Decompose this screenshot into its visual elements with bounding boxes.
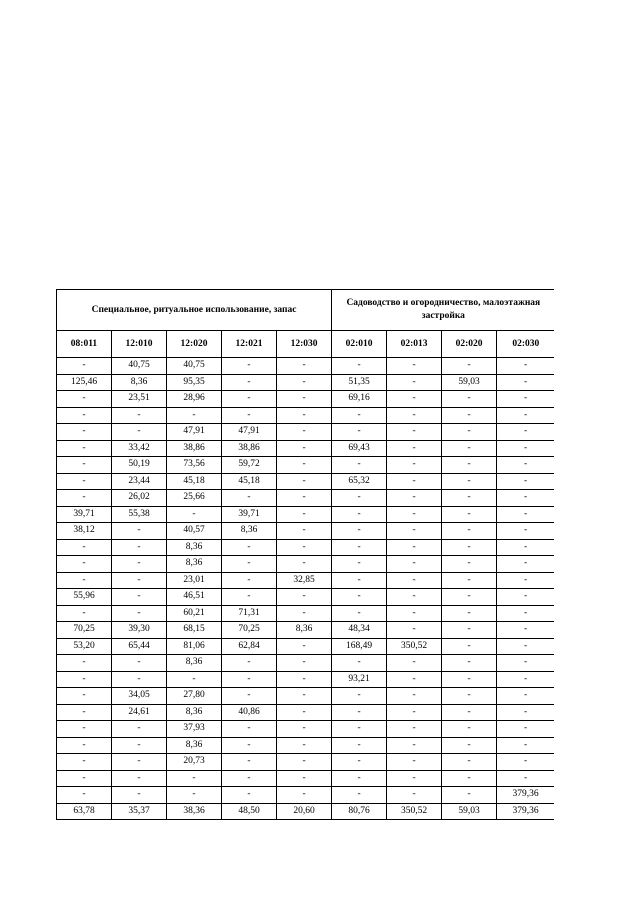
table-cell: 37,93: [167, 721, 222, 738]
table-cell: 70,25: [222, 622, 277, 639]
table-cell: 45,18: [167, 473, 222, 490]
table-cell: -: [387, 490, 442, 507]
table-row: [57, 737, 555, 754]
table-cell: -: [442, 506, 497, 523]
table-row: [57, 490, 555, 507]
table-cell: -: [277, 688, 332, 705]
table-cell: -: [57, 391, 112, 408]
table-cell: 38,36: [167, 803, 222, 820]
table-cell: 95,35: [167, 374, 222, 391]
table-cell: 23,51: [112, 391, 167, 408]
table-row: [57, 407, 555, 424]
table-cell: -: [387, 556, 442, 573]
table-cell: -: [442, 589, 497, 606]
table-cell: -: [497, 572, 554, 589]
table-cell: -: [167, 407, 222, 424]
table-cell: -: [277, 770, 332, 787]
table-cell: -: [497, 671, 554, 688]
table-cell: -: [442, 391, 497, 408]
table-cell: -: [57, 440, 112, 457]
table-cell: 8,36: [222, 523, 277, 540]
table-cell: -: [387, 374, 442, 391]
table-cell: 379,36: [497, 787, 554, 804]
table-cell: -: [222, 572, 277, 589]
table-row: [57, 638, 555, 655]
table-cell: 38,12: [57, 523, 112, 540]
table-row: [57, 523, 555, 540]
table-cell: -: [277, 721, 332, 738]
table-cell: -: [442, 704, 497, 721]
table-cell: 40,75: [112, 358, 167, 375]
table-cell: -: [112, 424, 167, 441]
table-cell: -: [442, 556, 497, 573]
table-cell: 8,36: [277, 622, 332, 639]
table-cell: 62,84: [222, 638, 277, 655]
column-header: 08:011: [57, 331, 112, 358]
table-cell: -: [332, 589, 387, 606]
table-cell: -: [167, 787, 222, 804]
table-cell: 65,44: [112, 638, 167, 655]
table-cell: -: [332, 770, 387, 787]
table-cell: -: [277, 523, 332, 540]
table-cell: -: [497, 391, 554, 408]
table-cell: -: [57, 704, 112, 721]
table-cell: -: [387, 737, 442, 754]
table-cell: 24,61: [112, 704, 167, 721]
table-cell: 23,44: [112, 473, 167, 490]
table-cell: 8,36: [167, 737, 222, 754]
table-cell: -: [442, 737, 497, 754]
table-cell: -: [277, 589, 332, 606]
table-cell: -: [57, 457, 112, 474]
table-cell: 47,91: [222, 424, 277, 441]
table-cell: -: [57, 688, 112, 705]
table-cell: -: [387, 440, 442, 457]
table-cell: 81,06: [167, 638, 222, 655]
table-cell: -: [57, 490, 112, 507]
table-cell: 45,18: [222, 473, 277, 490]
table-cell: -: [277, 506, 332, 523]
table-row: [57, 605, 555, 622]
table-cell: -: [387, 572, 442, 589]
table-row: [57, 391, 555, 408]
table-cell: -: [497, 473, 554, 490]
table-row: [57, 374, 555, 391]
table-cell: -: [387, 473, 442, 490]
table-cell: -: [277, 556, 332, 573]
table-cell: -: [222, 539, 277, 556]
table-cell: 8,36: [167, 539, 222, 556]
table-cell: -: [387, 358, 442, 375]
table-cell: -: [387, 523, 442, 540]
table-cell: -: [57, 572, 112, 589]
table-cell: -: [497, 737, 554, 754]
group-header-gardening: Садоводство и огородничество, малоэтажная застройка: [332, 290, 554, 331]
table-cell: 38,86: [222, 440, 277, 457]
table-cell: -: [332, 787, 387, 804]
table-cell: -: [497, 457, 554, 474]
table-cell: -: [332, 457, 387, 474]
table-cell: -: [277, 787, 332, 804]
table-cell: -: [277, 407, 332, 424]
table-cell: -: [277, 539, 332, 556]
table-cell: -: [442, 473, 497, 490]
table-cell: -: [332, 605, 387, 622]
table-cell: -: [497, 721, 554, 738]
table-cell: -: [277, 655, 332, 672]
table-cell: -: [222, 655, 277, 672]
table-cell: -: [497, 358, 554, 375]
table-row: [57, 688, 555, 705]
table-cell: 27,80: [167, 688, 222, 705]
table-cell: 80,76: [332, 803, 387, 820]
table-cell: -: [332, 572, 387, 589]
table-cell: 65,32: [332, 473, 387, 490]
table-cell: -: [497, 556, 554, 573]
table-cell: -: [277, 391, 332, 408]
table-cell: -: [277, 358, 332, 375]
table-cell: -: [332, 704, 387, 721]
table-cell: -: [442, 754, 497, 771]
table-cell: -: [112, 737, 167, 754]
table-cell: -: [442, 424, 497, 441]
table-cell: -: [442, 523, 497, 540]
table-cell: 55,96: [57, 589, 112, 606]
table-cell: -: [112, 770, 167, 787]
table-cell: -: [277, 671, 332, 688]
table-row: [57, 787, 555, 804]
table-cell: -: [497, 638, 554, 655]
table-cell: 25,66: [167, 490, 222, 507]
table-cell: -: [332, 737, 387, 754]
table-cell: -: [497, 374, 554, 391]
table-cell: -: [332, 407, 387, 424]
table-cell: -: [497, 688, 554, 705]
table-cell: -: [387, 605, 442, 622]
table-cell: 8,36: [112, 374, 167, 391]
table-row: [57, 556, 555, 573]
table-cell: -: [497, 754, 554, 771]
table-cell: -: [57, 655, 112, 672]
table-row: [57, 473, 555, 490]
table-cell: -: [442, 688, 497, 705]
table-cell: -: [222, 721, 277, 738]
table-row: [57, 358, 555, 375]
table-cell: -: [387, 457, 442, 474]
table-row: [57, 424, 555, 441]
table-cell: -: [442, 721, 497, 738]
table-cell: -: [222, 754, 277, 771]
table-cell: -: [112, 556, 167, 573]
table-cell: -: [497, 506, 554, 523]
column-header: 12:020: [167, 331, 222, 358]
table-cell: -: [387, 424, 442, 441]
table-cell: -: [277, 754, 332, 771]
table-cell: -: [387, 391, 442, 408]
table-cell: -: [277, 490, 332, 507]
table-cell: -: [387, 589, 442, 606]
table-cell: -: [442, 539, 497, 556]
column-header: 12:030: [277, 331, 332, 358]
table-cell: 38,86: [167, 440, 222, 457]
table-cell: 69,43: [332, 440, 387, 457]
table-cell: -: [112, 671, 167, 688]
table-cell: 53,20: [57, 638, 112, 655]
table-cell: -: [497, 407, 554, 424]
table-cell: 46,51: [167, 589, 222, 606]
table-cell: -: [57, 770, 112, 787]
table-cell: -: [332, 539, 387, 556]
table-cell: 59,72: [222, 457, 277, 474]
table-cell: -: [112, 754, 167, 771]
group-header-special-use: Специальное, ритуальное использование, запас: [57, 290, 332, 331]
table-cell: -: [387, 770, 442, 787]
table-cell: -: [332, 506, 387, 523]
table-cell: -: [497, 440, 554, 457]
table-cell: -: [442, 622, 497, 639]
table-cell: 40,57: [167, 523, 222, 540]
table-cell: -: [112, 407, 167, 424]
table-cell: -: [277, 457, 332, 474]
table-cell: -: [387, 539, 442, 556]
table-row: [57, 803, 555, 820]
table-cell: -: [112, 721, 167, 738]
table-row: [57, 440, 555, 457]
table-cell: 34,05: [112, 688, 167, 705]
table-cell: -: [57, 407, 112, 424]
table-cell: -: [222, 358, 277, 375]
table-cell: -: [57, 671, 112, 688]
table-cell: 20,73: [167, 754, 222, 771]
table-cell: -: [112, 655, 167, 672]
table-cell: 73,56: [167, 457, 222, 474]
table-cell: -: [57, 358, 112, 375]
table-cell: -: [277, 605, 332, 622]
table-cell: 35,37: [112, 803, 167, 820]
table-cell: -: [497, 490, 554, 507]
table-cell: -: [222, 787, 277, 804]
table-cell: -: [387, 688, 442, 705]
table-row: [57, 721, 555, 738]
table-cell: -: [497, 770, 554, 787]
table-cell: -: [277, 440, 332, 457]
table-cell: -: [57, 787, 112, 804]
table-cell: -: [497, 523, 554, 540]
table-cell: 51,35: [332, 374, 387, 391]
table-cell: -: [442, 655, 497, 672]
table-cell: -: [332, 556, 387, 573]
column-header: 02:013: [387, 331, 442, 358]
table-cell: -: [387, 721, 442, 738]
table-cell: 350,52: [387, 803, 442, 820]
table-cell: -: [332, 721, 387, 738]
table-cell: -: [387, 407, 442, 424]
table-cell: -: [57, 539, 112, 556]
table-cell: -: [57, 754, 112, 771]
table-cell: 55,38: [112, 506, 167, 523]
table-cell: 68,15: [167, 622, 222, 639]
table-cell: 70,25: [57, 622, 112, 639]
table-cell: -: [57, 605, 112, 622]
table-cell: 93,21: [332, 671, 387, 688]
table-cell: -: [497, 589, 554, 606]
table-cell: -: [497, 704, 554, 721]
table-cell: -: [112, 605, 167, 622]
table-row: [57, 572, 555, 589]
table-cell: 48,50: [222, 803, 277, 820]
table-cell: -: [497, 539, 554, 556]
table-cell: -: [167, 770, 222, 787]
table-cell: 28,96: [167, 391, 222, 408]
table-row: [57, 671, 555, 688]
table-cell: -: [277, 374, 332, 391]
table-cell: -: [167, 671, 222, 688]
table-cell: -: [112, 539, 167, 556]
table-cell: -: [112, 572, 167, 589]
table-cell: 350,52: [387, 638, 442, 655]
table-row: [57, 704, 555, 721]
table-cell: 40,75: [167, 358, 222, 375]
table-cell: -: [387, 622, 442, 639]
data-table-container: [56, 289, 554, 820]
table-cell: -: [332, 655, 387, 672]
table-cell: 39,71: [222, 506, 277, 523]
column-header: 12:021: [222, 331, 277, 358]
column-header: 02:030: [497, 331, 554, 358]
table-cell: -: [57, 424, 112, 441]
table-row: [57, 457, 555, 474]
table-cell: -: [497, 655, 554, 672]
table-cell: 47,91: [167, 424, 222, 441]
table-cell: -: [332, 490, 387, 507]
table-row: [57, 754, 555, 771]
table-cell: 40,86: [222, 704, 277, 721]
table-cell: 379,36: [497, 803, 554, 820]
table-cell: -: [332, 754, 387, 771]
table-cell: -: [167, 506, 222, 523]
table-cell: -: [497, 605, 554, 622]
table-cell: -: [332, 358, 387, 375]
table-row: [57, 539, 555, 556]
table-cell: -: [332, 688, 387, 705]
table-cell: -: [277, 473, 332, 490]
table-cell: 39,71: [57, 506, 112, 523]
table-cell: -: [497, 622, 554, 639]
table-cell: -: [387, 671, 442, 688]
table-cell: -: [332, 424, 387, 441]
table-cell: -: [112, 787, 167, 804]
table-cell: -: [57, 737, 112, 754]
table-cell: -: [57, 473, 112, 490]
table-cell: -: [112, 589, 167, 606]
table-row: [57, 622, 555, 639]
table-cell: -: [442, 440, 497, 457]
table-cell: -: [277, 704, 332, 721]
column-header: 12:010: [112, 331, 167, 358]
table-cell: -: [442, 407, 497, 424]
table-cell: -: [442, 671, 497, 688]
table-cell: -: [222, 490, 277, 507]
table-cell: -: [57, 556, 112, 573]
table-cell: 32,85: [277, 572, 332, 589]
table-cell: -: [222, 770, 277, 787]
table-cell: -: [222, 374, 277, 391]
data-table: [56, 289, 554, 820]
table-cell: -: [277, 424, 332, 441]
table-row: [57, 506, 555, 523]
table-cell: 63,78: [57, 803, 112, 820]
column-code-row: [57, 331, 555, 358]
table-cell: -: [387, 655, 442, 672]
table-cell: 71,31: [222, 605, 277, 622]
column-header: 02:020: [442, 331, 497, 358]
table-cell: -: [387, 704, 442, 721]
table-row: [57, 770, 555, 787]
table-cell: 26,02: [112, 490, 167, 507]
table-cell: -: [442, 457, 497, 474]
table-cell: 59,03: [442, 374, 497, 391]
table-cell: 59,03: [442, 803, 497, 820]
table-row: [57, 589, 555, 606]
table-cell: -: [442, 787, 497, 804]
table-row: [57, 655, 555, 672]
table-cell: 39,30: [112, 622, 167, 639]
table-cell: -: [332, 523, 387, 540]
table-cell: -: [222, 737, 277, 754]
table-cell: -: [277, 737, 332, 754]
table-cell: -: [497, 424, 554, 441]
column-header: 02:010: [332, 331, 387, 358]
table-cell: 8,36: [167, 704, 222, 721]
table-cell: -: [57, 721, 112, 738]
table-cell: 168,49: [332, 638, 387, 655]
table-cell: -: [442, 638, 497, 655]
table-cell: -: [387, 506, 442, 523]
table-cell: -: [442, 605, 497, 622]
table-cell: 50,19: [112, 457, 167, 474]
table-cell: 33,42: [112, 440, 167, 457]
table-cell: -: [222, 589, 277, 606]
table-cell: -: [387, 754, 442, 771]
table-cell: -: [222, 391, 277, 408]
table-cell: -: [222, 688, 277, 705]
table-cell: -: [277, 638, 332, 655]
table-cell: 125,46: [57, 374, 112, 391]
table-cell: -: [442, 358, 497, 375]
table-body: [57, 358, 555, 820]
table-cell: -: [387, 787, 442, 804]
table-cell: 23,01: [167, 572, 222, 589]
table-cell: -: [222, 671, 277, 688]
table-cell: 8,36: [167, 655, 222, 672]
group-header-row: [57, 290, 555, 331]
table-cell: 60,21: [167, 605, 222, 622]
table-cell: 20,60: [277, 803, 332, 820]
table-cell: -: [442, 490, 497, 507]
table-cell: -: [222, 556, 277, 573]
table-cell: -: [222, 407, 277, 424]
table-cell: 8,36: [167, 556, 222, 573]
table-cell: -: [442, 770, 497, 787]
table-cell: -: [442, 572, 497, 589]
table-cell: 69,16: [332, 391, 387, 408]
table-cell: 48,34: [332, 622, 387, 639]
table-cell: -: [112, 523, 167, 540]
